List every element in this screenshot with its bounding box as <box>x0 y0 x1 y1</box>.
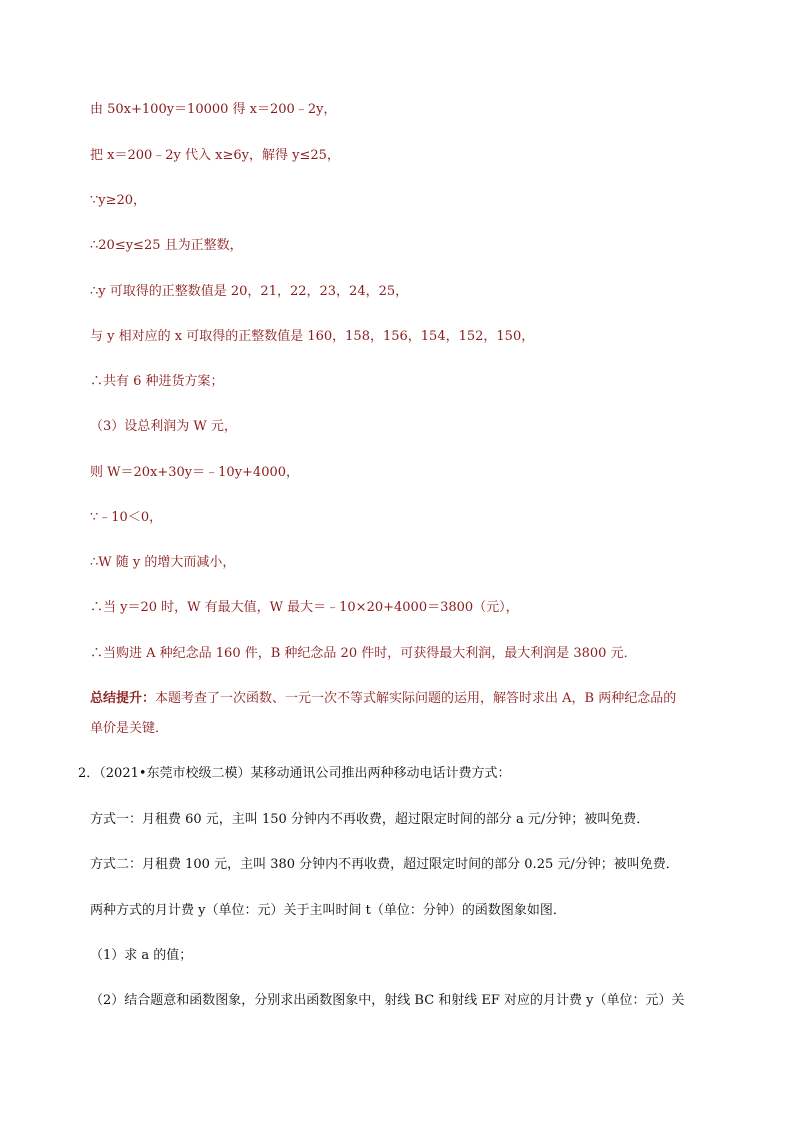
problem-2-line-5: （2）结合题意和函数图象，分别求出函数图象中，射线 BC 和射线 EF 对应的月计费 y（单位：元）关 <box>90 993 685 1008</box>
solution-line-10: ∵﹣10＜0， <box>90 510 163 525</box>
problem-2-line-3: 两种方式的月计费 y（单位：元）关于主叫时间 t（单位：分钟）的函数图象如图． <box>90 903 566 918</box>
problem-2-header: 2．（2021•东莞市校级二模）某移动通讯公司推出两种移动电话计费方式： <box>78 766 511 781</box>
summary-line-2: 单价是关键． <box>90 721 169 736</box>
summary-line-1 <box>90 690 676 708</box>
solution-line-13: ∴当购进 A 种纪念品 160 件，B 种纪念品 20 件时，可获得最大利润，最大利润是 3800 元． <box>90 646 637 661</box>
solution-line-3: ∵y≥20， <box>90 193 147 208</box>
summary-text-1: 本题考查了一次函数、一元一次不等式解实际问题的运用，解答时求出 A，B 两种纪念品的 <box>155 691 677 706</box>
solution-line-12: ∴当 y＝20 时，W 有最大值，W 最大＝﹣10×20+4000＝3800（元）， <box>90 600 519 615</box>
solution-line-9: 则 W＝20x+30y＝﹣10y+4000， <box>90 465 300 480</box>
solution-line-6: 与 y 相对应的 x 可取得的正整数值是 160，158，156，154，152，150， <box>90 329 535 344</box>
solution-line-7: ∴共有 6 种进货方案； <box>90 374 224 389</box>
summary-label: 总结提升： <box>90 691 156 706</box>
solution-line-5: ∴y 可取得的正整数值是 20，21，22，23，24，25， <box>90 284 409 299</box>
problem-2-line-2: 方式二：月租费 100 元，主叫 380 分钟内不再收费，超过限定时间的部分 0.25 元/分钟；被叫免费． <box>90 857 679 872</box>
solution-line-4: ∴20≤y≤25 且为正整数， <box>90 238 243 253</box>
problem-2-line-4: （1）求 a 的值； <box>90 948 193 963</box>
solution-line-11: ∴W 随 y 的增大而减小， <box>90 555 236 570</box>
problem-2-line-1: 方式一：月租费 60 元，主叫 150 分钟内不再收费，超过限定时间的部分 a 元/分钟；被叫免费． <box>90 812 650 827</box>
solution-line-8: （3）设总利润为 W 元， <box>90 419 237 434</box>
solution-line-2: 把 x＝200﹣2y 代入 x≥6y，解得 y≤25， <box>90 148 340 163</box>
solution-line-1: 由 50x+100y＝10000 得 x＝200﹣2y， <box>90 102 337 117</box>
